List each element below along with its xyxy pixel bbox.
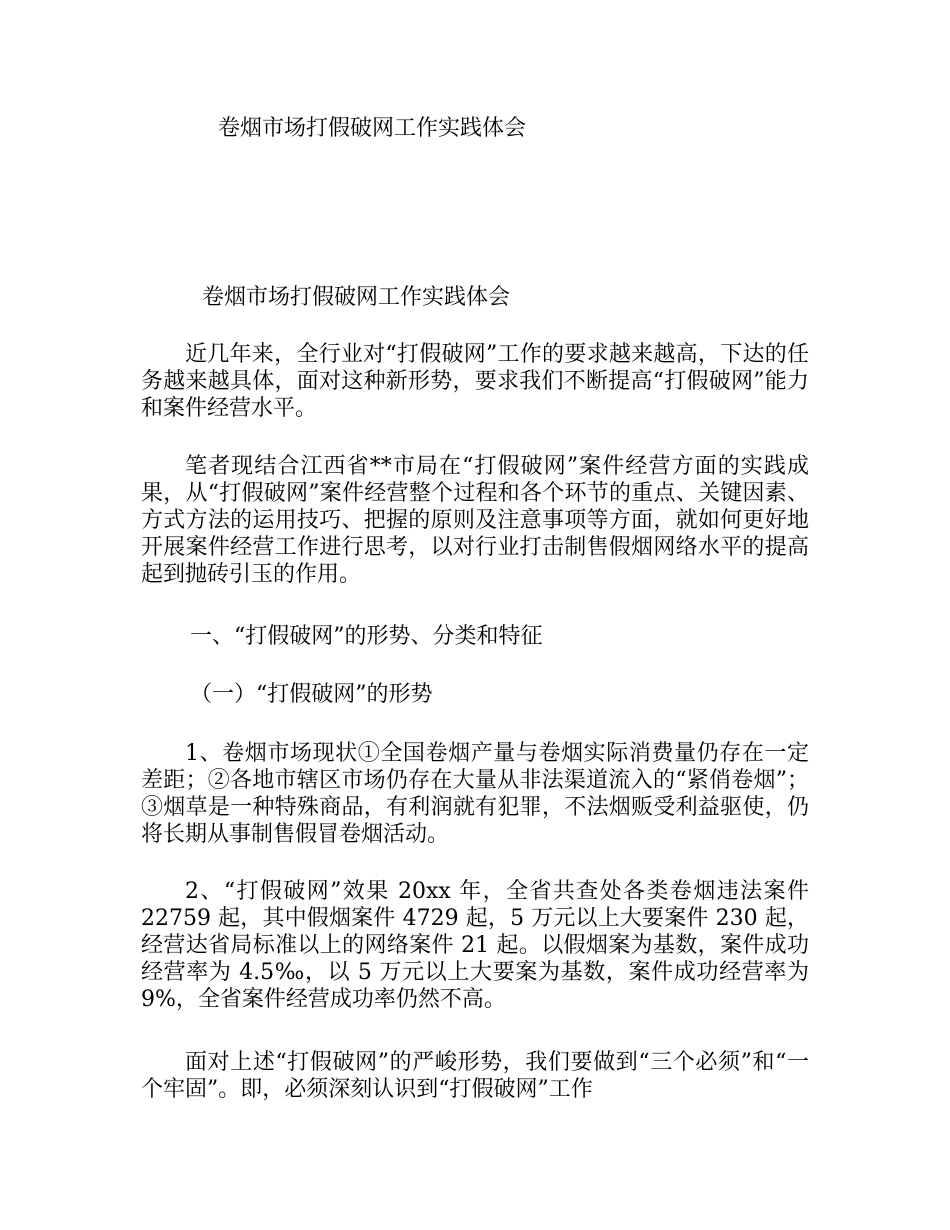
document-title: 卷烟市场打假破网工作实践体会 — [202, 285, 511, 310]
section-heading: 一、“打假破网”的形势、分类和特征 — [190, 624, 543, 649]
section-paragraph-2: 2、“打假破网”效果 20xx 年，全省共查处各类卷烟违法案件 22759 起，其中假烟案件 4729 起，5 万元以上大要案件 230 起，经营达省局标准以上的网络案件 21 起。以假烟案为基数，案件成功经营率为 4.5‰，以 5 万元以上大要案为基数，案件成功经营率为 9%，全省案件经营成功率仍然不高。 — [141, 879, 809, 1012]
cover-title: 卷烟市场打假破网工作实践体会 — [218, 116, 527, 141]
section-paragraph-1: 1、卷烟市场现状①全国卷烟产量与卷烟实际消费量仍存在一定差距；②各地市辖区市场仍存在大量从非法渠道流入的“紧俏卷烟”；③烟草是一种特殊商品，有利润就有犯罪，不法烟贩受利益驱使，仍将长期从事制售假冒卷烟活动。 — [141, 741, 809, 847]
intro-paragraph-2: 笔者现结合江西省**市局在“打假破网”案件经营方面的实践成果，从“打假破网”案件经营整个过程和各个环节的重点、关键因素、方式方法的运用技巧、把握的原则及注意事项等方面，就如何更好地开展案件经营工作进行思考，以对行业打击制售假烟网络水平的提高起到抛砖引玉的作用。 — [141, 454, 809, 587]
section-paragraph-3: 面对上述“打假破网”的严峻形势，我们要做到“三个必须”和“一个牢固”。即，必须深刻认识到“打假破网”工作 — [141, 1050, 809, 1102]
subsection-heading: （一）“打假破网”的形势 — [190, 682, 433, 707]
intro-paragraph-1: 近几年来，全行业对“打假破网”工作的要求越来越高，下达的任务越来越具体，面对这种新形势，要求我们不断提高“打假破网”能力和案件经营水平。 — [141, 342, 809, 421]
